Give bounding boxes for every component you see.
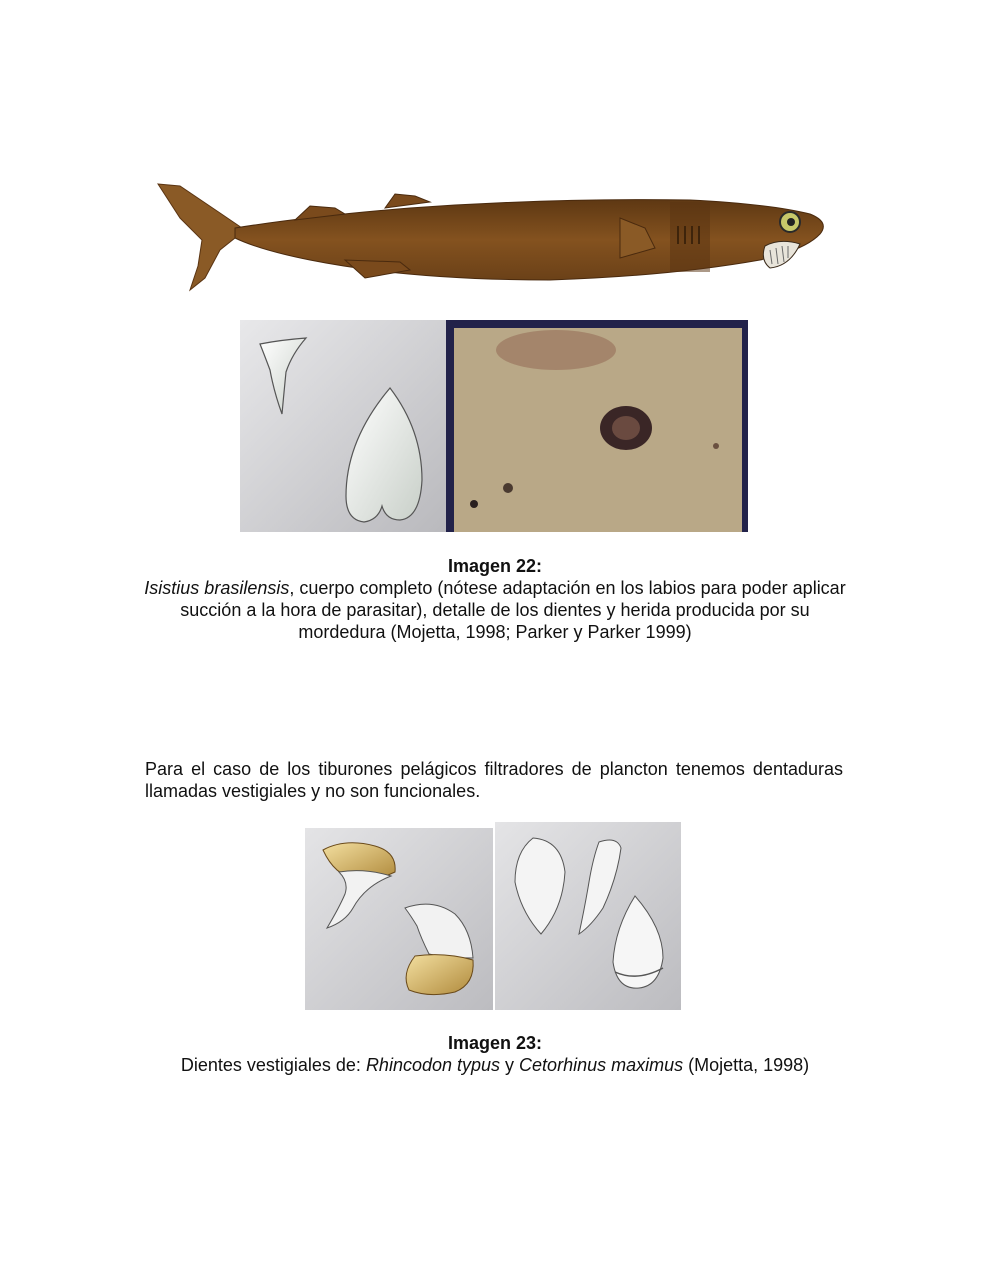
shark-illustration <box>150 178 835 298</box>
rhincodon-teeth-panel <box>305 828 493 1010</box>
figure-23-prefix: Dientes vestigiales de: <box>180 1055 366 1075</box>
figure-23-caption <box>140 1032 850 1076</box>
bite-wound-photo <box>446 320 748 532</box>
figure-23-species-1: Rhincodon typus <box>365 1055 501 1075</box>
body-paragraph: Para el caso de los tiburones pelágicos filtradores de plancton tenemos dentaduras llamadas vestigiales y no son funcionales. <box>145 759 843 801</box>
isistius-teeth-panel <box>240 320 448 532</box>
figure-23-species-2: Cetorhinus maximus <box>519 1055 684 1075</box>
figure-22-text: , cuerpo completo (nótese adaptación en los labios para poder aplicar succión a la hora de parasitar), detalle de los dientes y herida producida por su mordedura (Mojetta, 1998; Parker y Parker 1999) <box>180 578 846 642</box>
figure-23-suffix: (Mojetta, 1998) <box>683 1055 810 1075</box>
cetorhinus-teeth-panel <box>495 822 681 1010</box>
figure-22-species: Isistius brasilensis <box>144 578 290 598</box>
figure-22-caption <box>140 555 850 643</box>
figure-23-joiner: y <box>500 1055 520 1075</box>
figure-23-title: Imagen 23: <box>447 1033 543 1053</box>
figure-22-title: Imagen 22: <box>447 556 543 576</box>
